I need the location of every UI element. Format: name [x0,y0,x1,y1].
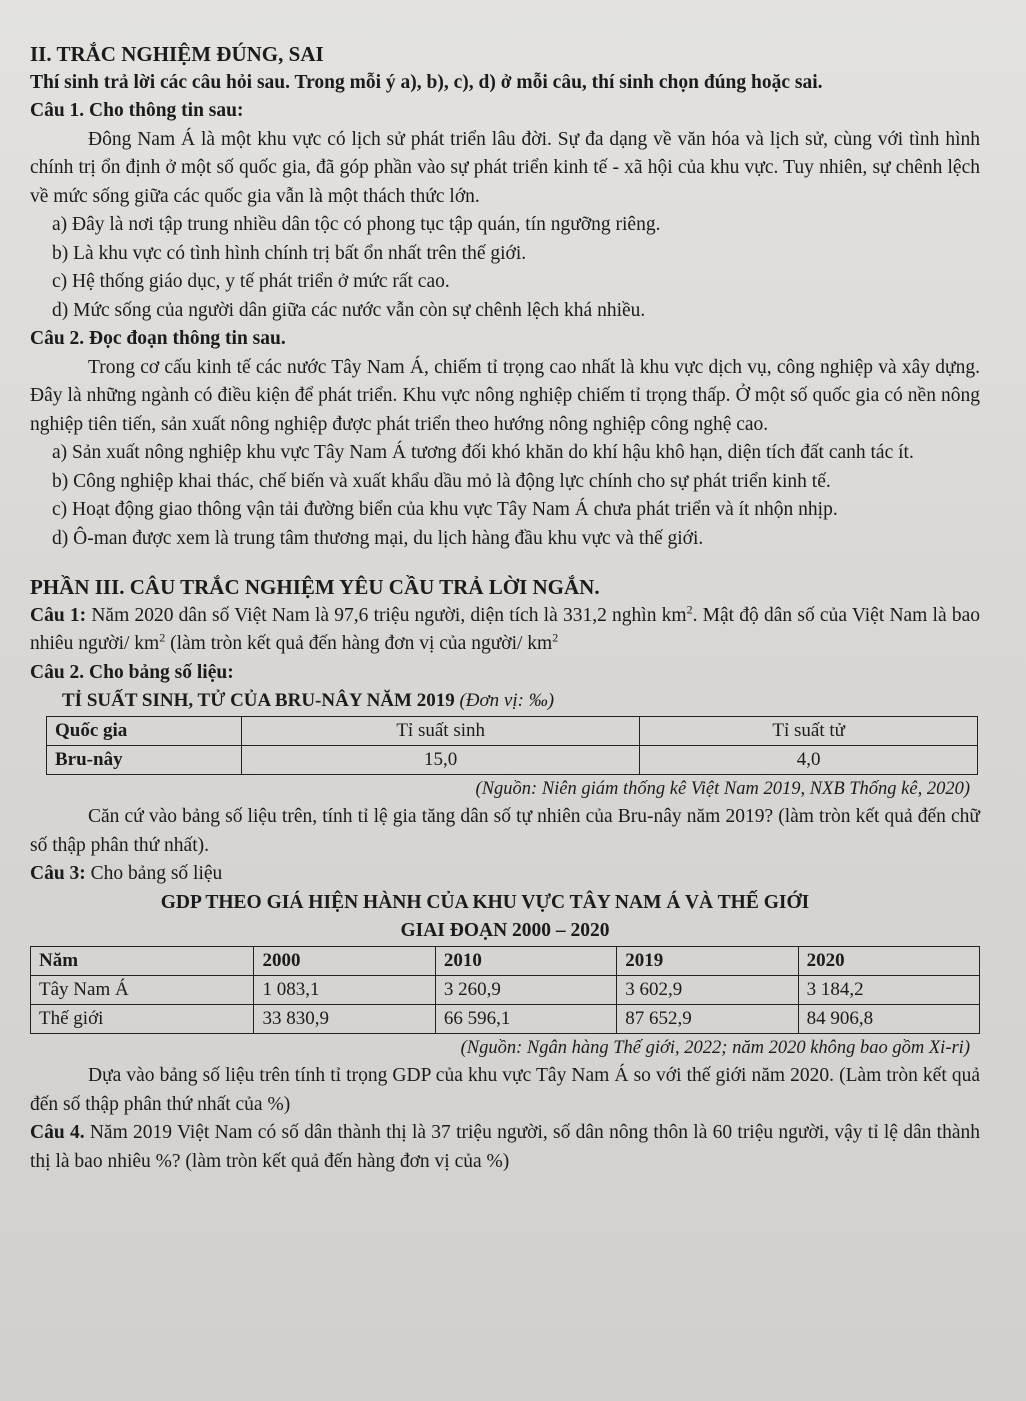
table-header-cell: Năm [31,946,254,975]
s3-q1-text-a: Năm 2020 dân số Việt Nam là 97,6 triệu người, diện tích là 331,2 nghìn km [86,604,687,626]
table-header-row [47,716,978,745]
table-cell: Thế giới [31,1004,254,1033]
table-cell: 3 184,2 [798,975,979,1004]
table-row [31,1004,980,1033]
gdp-table [30,946,980,1034]
s3-q3-question: Dựa vào bảng số liệu trên tính tỉ trọng GDP của khu vực Tây Nam Á so với thế giới năm 2020. (Làm tròn kết quả đến số thập phân thứ nhất của %) [30,1065,980,1115]
q1-passage: Đông Nam Á là một khu vực có lịch sử phát triển lâu đời. Sự đa dạng về văn hóa và lịch sử, cùng với tình hình chính trị ổn định ở một số quốc gia, đã góp phần vào sự phát triển kinh tế - xã hội của khu vực. Tuy nhiên, sự chênh lệch về mức sống giữa các quốc gia vẫn là một thách thức lớn. [30,128,980,207]
birth-death-rate-table [46,716,978,775]
table-header-cell: Tỉ suất tử [640,716,978,745]
s3-q2-table-unit: (Đơn vị: ‰) [459,690,555,711]
table-cell: 33 830,9 [254,1004,435,1033]
table-cell: 84 906,8 [798,1004,979,1033]
s3-q2-table-title-text: TỈ SUẤT SINH, TỬ CỦA BRU-NÂY NĂM 2019 [62,690,455,711]
s3-q3-table-title-2: GIAI ĐOẠN 2000 – 2020 [400,920,610,941]
section2-heading: II. TRẮC NGHIỆM ĐÚNG, SAI [30,42,324,66]
q1-option-a: a) Đây là nơi tập trung nhiều dân tộc có phong tục tập quán, tín ngưỡng riêng. [52,214,661,235]
q1-option-b: b) Là khu vực có tình hình chính trị bất ổn nhất trên thế giới. [52,242,527,264]
s3-q1-sup-2: 2 [159,630,166,645]
table-cell: Tây Nam Á [31,975,254,1004]
q2-passage: Trong cơ cấu kinh tế các nước Tây Nam Á, chiếm tỉ trọng cao nhất là khu vực dịch vụ, công nghiệp và xây dựng. Đây là những ngành có điều kiện để phát triển. Khu vực nông nghiệp chiếm tỉ trọng thấp. Ở một số quốc gia có nền nông nghiệp tiên tiến, sản xuất nông nghiệp được phát triển theo hướng nông nghiệp công nghệ cao. [30,356,980,435]
q1-option-c: c) Hệ thống giáo dục, y tế phát triển ở mức rất cao. [52,271,450,292]
table-cell: 3 260,9 [435,975,616,1004]
s3-q4 [30,1119,980,1176]
s3-q2-table-title [62,687,980,716]
s3-q1 [30,602,980,659]
q1-title: Câu 1. Cho thông tin sau: [30,100,244,121]
q2-option-d: d) Ô-man được xem là trung tâm thương mại, du lịch hàng đầu khu vực và thế giới. [52,527,704,549]
table-cell: 4,0 [640,745,978,774]
s3-q1-label: Câu 1: [30,604,87,626]
s3-q1-text-c: (làm tròn kết quả đến hàng đơn vị của người/ km [165,633,553,654]
table-row [31,975,980,1004]
table-header-cell: 2010 [435,946,616,975]
s3-q1-sup-3: 2 [552,630,559,645]
table-header-row [31,946,980,975]
table-cell: 66 596,1 [435,1004,616,1033]
q2-option-c: c) Hoạt động giao thông vận tải đường biển của khu vực Tây Nam Á chưa phát triển và ít nhộn nhịp. [52,499,838,520]
table-header-cell: Tỉ suất sinh [242,716,640,745]
q2-title: Câu 2. Đọc đoạn thông tin sau. [30,328,286,349]
table-cell: 87 652,9 [617,1004,798,1033]
s3-q1-sup-1: 2 [686,602,693,616]
s3-q4-text: Năm 2019 Việt Nam có số dân thành thị là 37 triệu người, số dân nông thôn là 60 triệu người, vậy tỉ lệ dân thành thị là bao nhiêu %? (làm tròn kết quả đến hàng đơn vị của %) [30,1122,980,1172]
s3-q3-title [30,860,980,889]
s3-q3-table-title-1: GDP THEO GIÁ HIỆN HÀNH CỦA KHU VỰC TÂY NAM Á VÀ THẾ GIỚI [160,891,810,913]
s3-q2-source: (Nguồn: Niên giám thống kê Việt Nam 2019, NXB Thống kê, 2020) [475,778,970,799]
s3-q3-label: Câu 3: [30,863,86,884]
s3-q2-question: Căn cứ vào bảng số liệu trên, tính tỉ lệ gia tăng dân số tự nhiên của Bru-nây năm 2019? (làm tròn kết quả đến chữ số thập phân thứ nhất). [30,806,980,856]
table-cell: Bru-nây [47,745,242,774]
s3-q2-title: Câu 2. Cho bảng số liệu: [30,661,234,683]
q2-option-b: b) Công nghiệp khai thác, chế biến và xuất khẩu dầu mỏ là động lực chính cho sự phát triển kinh tế. [52,470,831,492]
s3-q3-source: (Nguồn: Ngân hàng Thế giới, 2022; năm 2020 không bao gồm Xi-ri) [460,1037,970,1058]
table-cell: 1 083,1 [254,975,435,1004]
s3-q4-label: Câu 4. [30,1122,85,1143]
table-header-cell: Quốc gia [47,716,242,745]
table-header-cell: 2020 [798,946,979,975]
s3-q1-text-b: . Mật độ dân số của Việt Nam là bao nhiêu người/ km [30,604,980,654]
table-header-cell: 2000 [254,946,435,975]
section3-heading: PHẦN III. CÂU TRẮC NGHIỆM YÊU CẦU TRẢ LỜI NGẮN. [30,575,600,599]
table-cell: 15,0 [242,745,640,774]
q1-option-d: d) Mức sống của người dân giữa các nước vẫn còn sự chênh lệch khá nhiều. [52,299,646,321]
table-row [47,745,978,774]
table-header-cell: 2019 [617,946,798,975]
s3-q3-title-text: Cho bảng số liệu [85,863,223,884]
section2-instruction: Thí sinh trả lời các câu hỏi sau. Trong mỗi ý a), b), c), d) ở mỗi câu, thí sinh chọn đúng hoặc sai. [30,71,823,93]
table-cell: 3 602,9 [617,975,798,1004]
q2-option-a: a) Sản xuất nông nghiệp khu vực Tây Nam Á tương đối khó khăn do khí hậu khô hạn, diện tích đất canh tác ít. [52,442,914,463]
